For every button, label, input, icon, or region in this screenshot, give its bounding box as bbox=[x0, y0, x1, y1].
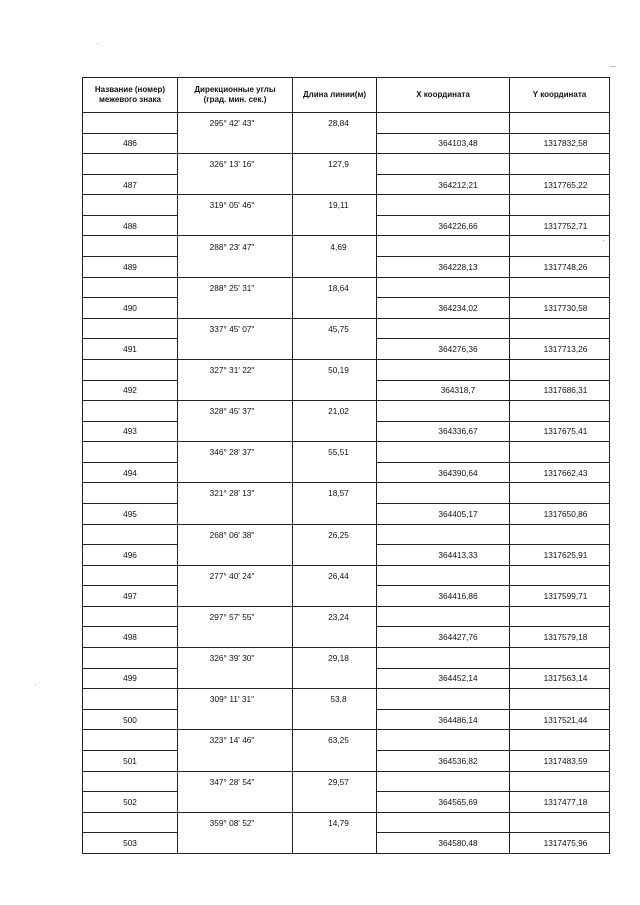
bearing-cell: 268° 06' 38" bbox=[178, 524, 293, 545]
marker-name-cell bbox=[83, 154, 178, 175]
y-coordinate-cell: 1317832,58 bbox=[510, 133, 610, 154]
x-coordinate-cell: 364405,17 bbox=[377, 503, 510, 524]
bearing-cell bbox=[178, 462, 293, 483]
y-coordinate-cell bbox=[510, 318, 610, 339]
table-row-segment bbox=[83, 689, 610, 710]
marker-name-cell bbox=[83, 442, 178, 463]
marker-name-cell bbox=[83, 318, 178, 339]
bearing-cell: 288° 23' 47" bbox=[178, 236, 293, 257]
bearing-cell bbox=[178, 750, 293, 771]
bearing-cell bbox=[178, 174, 293, 195]
bearing-cell: 326° 13' 16" bbox=[178, 154, 293, 175]
table-row-segment bbox=[83, 359, 610, 380]
table-row-segment bbox=[83, 483, 610, 504]
header-marker-name: Название (номер) межевого знака bbox=[83, 78, 178, 113]
marker-name-cell: 500 bbox=[83, 709, 178, 730]
x-coordinate-cell bbox=[377, 154, 510, 175]
line-length-cell bbox=[293, 586, 377, 607]
bearing-cell: 359° 08' 52" bbox=[178, 812, 293, 833]
y-coordinate-cell bbox=[510, 442, 610, 463]
bearing-cell: 327° 31' 22" bbox=[178, 359, 293, 380]
y-coordinate-cell: 1317563,14 bbox=[510, 668, 610, 689]
y-coordinate-cell bbox=[510, 524, 610, 545]
line-length-cell: 26,44 bbox=[293, 565, 377, 586]
y-coordinate-cell bbox=[510, 359, 610, 380]
marker-name-cell: 495 bbox=[83, 503, 178, 524]
x-coordinate-cell bbox=[377, 113, 510, 134]
line-length-cell: 28,84 bbox=[293, 113, 377, 134]
bearing-cell bbox=[178, 421, 293, 442]
y-coordinate-cell bbox=[510, 606, 610, 627]
table-row-point bbox=[83, 792, 610, 813]
table-row-point bbox=[83, 627, 610, 648]
bearing-cell: 309° 11' 31" bbox=[178, 689, 293, 710]
table-row-point bbox=[83, 833, 610, 854]
x-coordinate-cell: 364212,21 bbox=[377, 174, 510, 195]
line-length-cell bbox=[293, 380, 377, 401]
x-coordinate-cell: 364103,48 bbox=[377, 133, 510, 154]
y-coordinate-cell bbox=[510, 154, 610, 175]
scan-speck bbox=[35, 684, 36, 685]
x-coordinate-cell bbox=[377, 524, 510, 545]
marker-name-cell bbox=[83, 648, 178, 669]
y-coordinate-cell bbox=[510, 113, 610, 134]
table-row-point bbox=[83, 257, 610, 278]
marker-name-cell: 488 bbox=[83, 215, 178, 236]
y-coordinate-cell bbox=[510, 277, 610, 298]
header-bearing: Дирекционные углы (град. мин. сек.) bbox=[178, 78, 293, 113]
marker-name-cell: 489 bbox=[83, 257, 178, 278]
marker-name-cell bbox=[83, 195, 178, 216]
line-length-cell: 21,02 bbox=[293, 401, 377, 422]
marker-name-cell: 501 bbox=[83, 750, 178, 771]
line-length-cell bbox=[293, 503, 377, 524]
table-row-point bbox=[83, 215, 610, 236]
bearing-cell: 323° 14' 46" bbox=[178, 730, 293, 751]
line-length-cell: 18,64 bbox=[293, 277, 377, 298]
table-row-segment bbox=[83, 442, 610, 463]
table-row-segment bbox=[83, 318, 610, 339]
table-row-point bbox=[83, 174, 610, 195]
line-length-cell: 19,11 bbox=[293, 195, 377, 216]
marker-name-cell: 503 bbox=[83, 833, 178, 854]
line-length-cell: 53,8 bbox=[293, 689, 377, 710]
line-length-cell bbox=[293, 545, 377, 566]
x-coordinate-cell bbox=[377, 236, 510, 257]
y-coordinate-cell: 1317625,91 bbox=[510, 545, 610, 566]
line-length-cell: 29,57 bbox=[293, 771, 377, 792]
line-length-cell bbox=[293, 133, 377, 154]
table-header-row bbox=[83, 78, 610, 113]
line-length-cell bbox=[293, 257, 377, 278]
bearing-cell bbox=[178, 545, 293, 566]
marker-name-cell bbox=[83, 689, 178, 710]
x-coordinate-cell: 364486,14 bbox=[377, 709, 510, 730]
y-coordinate-cell bbox=[510, 236, 610, 257]
y-coordinate-cell: 1317521,44 bbox=[510, 709, 610, 730]
x-coordinate-cell: 364565,69 bbox=[377, 792, 510, 813]
table-row-point bbox=[83, 339, 610, 360]
bearing-cell bbox=[178, 833, 293, 854]
x-coordinate-cell bbox=[377, 401, 510, 422]
x-coordinate-cell: 364228,13 bbox=[377, 257, 510, 278]
y-coordinate-cell: 1317730,58 bbox=[510, 298, 610, 319]
bearing-cell: 347° 28' 54" bbox=[178, 771, 293, 792]
y-coordinate-cell: 1317662,43 bbox=[510, 462, 610, 483]
marker-name-cell: 492 bbox=[83, 380, 178, 401]
table-row-point bbox=[83, 586, 610, 607]
marker-name-cell bbox=[83, 401, 178, 422]
table-row-segment bbox=[83, 648, 610, 669]
bearing-cell bbox=[178, 298, 293, 319]
x-coordinate-cell bbox=[377, 277, 510, 298]
y-coordinate-cell: 1317686,31 bbox=[510, 380, 610, 401]
table-body bbox=[83, 113, 610, 854]
table-row-segment bbox=[83, 730, 610, 751]
marker-name-cell: 494 bbox=[83, 462, 178, 483]
marker-name-cell bbox=[83, 236, 178, 257]
line-length-cell bbox=[293, 462, 377, 483]
x-coordinate-cell: 364390,64 bbox=[377, 462, 510, 483]
marker-name-cell bbox=[83, 113, 178, 134]
line-length-cell: 23,24 bbox=[293, 606, 377, 627]
table-row-point bbox=[83, 133, 610, 154]
y-coordinate-cell: 1317477,18 bbox=[510, 792, 610, 813]
bearing-cell: 297° 57' 55" bbox=[178, 606, 293, 627]
table-row-segment bbox=[83, 606, 610, 627]
table-row-segment bbox=[83, 236, 610, 257]
line-length-cell bbox=[293, 833, 377, 854]
table-row-segment bbox=[83, 565, 610, 586]
x-coordinate-cell bbox=[377, 730, 510, 751]
y-coordinate-cell: 1317752,71 bbox=[510, 215, 610, 236]
y-coordinate-cell: 1317650,86 bbox=[510, 503, 610, 524]
x-coordinate-cell bbox=[377, 195, 510, 216]
scan-speck bbox=[97, 43, 98, 44]
x-coordinate-cell bbox=[377, 812, 510, 833]
table-row-segment bbox=[83, 812, 610, 833]
marker-name-cell bbox=[83, 730, 178, 751]
line-length-cell: 29,18 bbox=[293, 648, 377, 669]
line-length-cell bbox=[293, 792, 377, 813]
x-coordinate-cell bbox=[377, 771, 510, 792]
bearing-cell bbox=[178, 257, 293, 278]
line-length-cell bbox=[293, 627, 377, 648]
line-length-cell: 14,79 bbox=[293, 812, 377, 833]
bearing-cell: 277° 40' 24" bbox=[178, 565, 293, 586]
marker-name-cell: 502 bbox=[83, 792, 178, 813]
marker-name-cell: 499 bbox=[83, 668, 178, 689]
x-coordinate-cell bbox=[377, 483, 510, 504]
line-length-cell bbox=[293, 709, 377, 730]
header-x-coordinate: X координата bbox=[377, 78, 510, 113]
y-coordinate-cell bbox=[510, 689, 610, 710]
line-length-cell bbox=[293, 668, 377, 689]
x-coordinate-cell: 364413,33 bbox=[377, 545, 510, 566]
y-coordinate-cell bbox=[510, 648, 610, 669]
y-coordinate-cell: 1317748,26 bbox=[510, 257, 610, 278]
marker-name-cell bbox=[83, 524, 178, 545]
table-row-point bbox=[83, 503, 610, 524]
bearing-cell bbox=[178, 668, 293, 689]
marker-name-cell bbox=[83, 812, 178, 833]
scan-speck bbox=[603, 240, 604, 241]
x-coordinate-cell: 364580,48 bbox=[377, 833, 510, 854]
y-coordinate-cell bbox=[510, 730, 610, 751]
y-coordinate-cell: 1317713,26 bbox=[510, 339, 610, 360]
y-coordinate-cell bbox=[510, 812, 610, 833]
table-row-point bbox=[83, 545, 610, 566]
marker-name-cell: 490 bbox=[83, 298, 178, 319]
y-coordinate-cell bbox=[510, 195, 610, 216]
bearing-cell bbox=[178, 709, 293, 730]
x-coordinate-cell: 364234,02 bbox=[377, 298, 510, 319]
y-coordinate-cell: 1317483,59 bbox=[510, 750, 610, 771]
table-row-point bbox=[83, 462, 610, 483]
x-coordinate-cell bbox=[377, 606, 510, 627]
bearing-cell bbox=[178, 339, 293, 360]
bearing-cell: 319° 05' 46" bbox=[178, 195, 293, 216]
marker-name-cell bbox=[83, 606, 178, 627]
header-y-coordinate: Y координата bbox=[510, 78, 610, 113]
table-row-point bbox=[83, 750, 610, 771]
marker-name-cell bbox=[83, 771, 178, 792]
y-coordinate-cell: 1317579,18 bbox=[510, 627, 610, 648]
table-row-segment bbox=[83, 524, 610, 545]
bearing-cell: 328° 45' 37" bbox=[178, 401, 293, 422]
line-length-cell: 4,69 bbox=[293, 236, 377, 257]
x-coordinate-cell bbox=[377, 689, 510, 710]
y-coordinate-cell bbox=[510, 565, 610, 586]
x-coordinate-cell: 364226,66 bbox=[377, 215, 510, 236]
x-coordinate-cell bbox=[377, 648, 510, 669]
bearing-cell: 288° 25' 31" bbox=[178, 277, 293, 298]
line-length-cell: 55,51 bbox=[293, 442, 377, 463]
scan-speck bbox=[179, 74, 180, 75]
line-length-cell bbox=[293, 750, 377, 771]
bearing-cell bbox=[178, 215, 293, 236]
x-coordinate-cell: 364536,82 bbox=[377, 750, 510, 771]
marker-name-cell bbox=[83, 277, 178, 298]
table-row-point bbox=[83, 298, 610, 319]
line-length-cell bbox=[293, 215, 377, 236]
line-length-cell bbox=[293, 421, 377, 442]
marker-name-cell bbox=[83, 359, 178, 380]
bearing-cell: 326° 39' 30" bbox=[178, 648, 293, 669]
bearing-cell: 295° 42' 43" bbox=[178, 113, 293, 134]
bearing-cell: 337° 45' 07" bbox=[178, 318, 293, 339]
x-coordinate-cell: 364452,14 bbox=[377, 668, 510, 689]
bearing-cell bbox=[178, 133, 293, 154]
table-row-segment bbox=[83, 771, 610, 792]
marker-name-cell: 496 bbox=[83, 545, 178, 566]
table-row-segment bbox=[83, 113, 610, 134]
marker-name-cell: 487 bbox=[83, 174, 178, 195]
y-coordinate-cell bbox=[510, 771, 610, 792]
bearing-cell: 346° 28' 37" bbox=[178, 442, 293, 463]
x-coordinate-cell: 364276,36 bbox=[377, 339, 510, 360]
table-row-segment bbox=[83, 401, 610, 422]
y-coordinate-cell: 1317675,41 bbox=[510, 421, 610, 442]
y-coordinate-cell: 1317599,71 bbox=[510, 586, 610, 607]
x-coordinate-cell bbox=[377, 442, 510, 463]
y-coordinate-cell: 1317475,96 bbox=[510, 833, 610, 854]
table-row-point bbox=[83, 668, 610, 689]
marker-name-cell: 493 bbox=[83, 421, 178, 442]
boundary-coordinates-table bbox=[82, 77, 610, 854]
x-coordinate-cell: 364336,67 bbox=[377, 421, 510, 442]
bearing-cell bbox=[178, 380, 293, 401]
table-row-point bbox=[83, 709, 610, 730]
table-row-point bbox=[83, 421, 610, 442]
x-coordinate-cell bbox=[377, 359, 510, 380]
table-row-segment bbox=[83, 195, 610, 216]
bearing-cell bbox=[178, 586, 293, 607]
y-coordinate-cell bbox=[510, 401, 610, 422]
x-coordinate-cell: 364416,86 bbox=[377, 586, 510, 607]
marker-name-cell bbox=[83, 565, 178, 586]
line-length-cell: 63,25 bbox=[293, 730, 377, 751]
line-length-cell bbox=[293, 298, 377, 319]
line-length-cell: 127,9 bbox=[293, 154, 377, 175]
marker-name-cell: 491 bbox=[83, 339, 178, 360]
header-line-length: Длина линии(м) bbox=[293, 78, 377, 113]
line-length-cell bbox=[293, 339, 377, 360]
line-length-cell: 45,75 bbox=[293, 318, 377, 339]
coordinates-sheet bbox=[82, 77, 609, 854]
bearing-cell bbox=[178, 503, 293, 524]
table-row-segment bbox=[83, 154, 610, 175]
table-row-point bbox=[83, 380, 610, 401]
y-coordinate-cell: 1317765,22 bbox=[510, 174, 610, 195]
line-length-cell: 26,25 bbox=[293, 524, 377, 545]
x-coordinate-cell bbox=[377, 318, 510, 339]
marker-name-cell: 497 bbox=[83, 586, 178, 607]
bearing-cell bbox=[178, 627, 293, 648]
y-coordinate-cell bbox=[510, 483, 610, 504]
marker-name-cell: 498 bbox=[83, 627, 178, 648]
line-length-cell: 18,57 bbox=[293, 483, 377, 504]
x-coordinate-cell: 364318,7 bbox=[377, 380, 510, 401]
line-length-cell bbox=[293, 174, 377, 195]
table-row-segment bbox=[83, 277, 610, 298]
x-coordinate-cell: 364427,76 bbox=[377, 627, 510, 648]
marker-name-cell bbox=[83, 483, 178, 504]
x-coordinate-cell bbox=[377, 565, 510, 586]
bearing-cell bbox=[178, 792, 293, 813]
bearing-cell: 321° 28' 13" bbox=[178, 483, 293, 504]
scan-speck bbox=[610, 66, 616, 67]
marker-name-cell: 486 bbox=[83, 133, 178, 154]
line-length-cell: 50,19 bbox=[293, 359, 377, 380]
